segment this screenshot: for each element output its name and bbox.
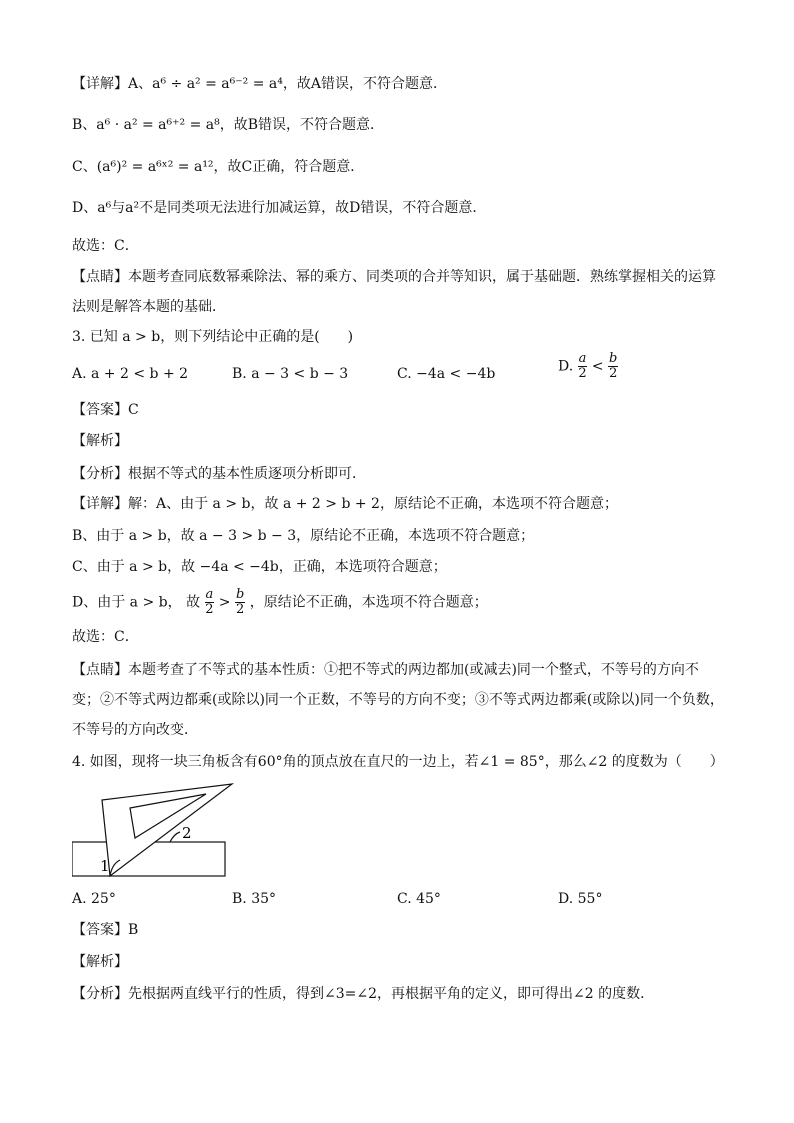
detail-b: B、a⁶ · a² = a⁶⁺² = a⁸，故B错误，不符合题意． [72, 117, 385, 133]
q3-option-d[interactable] [558, 352, 618, 381]
fraction-a-over-2: $\frac{a}{2}$ [205, 587, 214, 617]
q4-option-d[interactable]: D. 55° [558, 891, 603, 907]
q4-jiexi: 【解析】 [72, 954, 128, 970]
choose-c: 故选：C． [72, 238, 139, 254]
q3-detail-a: 【详解】解：A、由于 a > b，故 a + 2 > b + 2，原结论不正确，本选项不符合题意； [72, 496, 618, 512]
angle-1-label: 1 [100, 857, 110, 875]
q3-detail-b: B、由于 a > b，故 a − 3 > b − 3，原结论不正确，本选项不符合题意； [72, 528, 535, 544]
fraction-b-over-2: $\frac{b}{2}$ [609, 351, 618, 381]
question-3: 3. 已知 a > b，则下列结论中正确的是( ) [72, 329, 354, 345]
q3-detail-c: C、由于 a > b，故 −4a < −4b，正确，本选项符合题意； [72, 559, 447, 575]
q3-dianjing: 【点睛】本题考查了不等式的基本性质：①把不等式的两边都加(或减去)同一个整式，不等号的方向不变；②不等式两边都乘(或除以)同一个正数，不等号的方向不变；③不等式两边都乘(或除以)同一个负数，不等号的方向改变． [72, 662, 724, 738]
q4-fenxi: 【分析】先根据两直线平行的性质，得到∠3=∠2，再根据平角的定义，即可得出∠2 的度数． [72, 986, 655, 1002]
angle-2-arc [170, 832, 180, 842]
ruler-triangle-figure [72, 778, 242, 878]
q3-option-c[interactable]: C. −4a < −4b [397, 366, 496, 382]
angle-2-label: 2 [182, 824, 192, 842]
q4-option-c[interactable]: C. 45° [397, 891, 441, 907]
q3-option-a[interactable]: A. a + 2 < b + 2 [72, 366, 189, 382]
q3-detail-d: D、由于 a > b， 故 $\frac{a}{2}$ > $\frac{b}{2}$ ，原结论不正确，本选项不符合题意； [72, 587, 488, 617]
q3-option-b[interactable]: B. a − 3 < b − 3 [232, 366, 349, 382]
less-than-sign: < [591, 358, 604, 375]
question-4: 4. 如图，现将一块三角板含有60°角的顶点放在直尺的一边上，若∠1 = 85°，那么∠2 的度数为（ ） [72, 754, 724, 770]
q3-option-d-label: D. [558, 358, 574, 375]
q4-option-b[interactable]: B. 35° [232, 891, 277, 907]
q3-jiexi: 【解析】 [72, 433, 128, 449]
dianjing-1: 【点睛】本题考查同底数幂乘除法、幂的乘方、同类项的合并等知识，属于基础题．熟练掌握相关的运算法则是解答本题的基础． [72, 269, 716, 315]
q4-answer: 【答案】B [72, 922, 139, 938]
detail-a: 【详解】A、a⁶ ÷ a² = a⁶⁻² = a⁴，故A错误，不符合题意． [72, 76, 447, 92]
detail-d: D、a⁶与a²不是同类项无法进行加减运算，故D错误，不符合题意． [72, 200, 487, 216]
triangle-outer [102, 784, 232, 876]
fraction-b-over-2: $\frac{b}{2}$ [235, 587, 245, 617]
q4-option-a[interactable]: A. 25° [72, 891, 116, 907]
q3-answer: 【答案】C [72, 402, 139, 418]
detail-c: C、(a⁶)² = a⁶ˣ² = a¹²，故C正确，符合题意． [72, 159, 365, 175]
q3-choose: 故选：C． [72, 629, 139, 645]
fraction-a-over-2: $\frac{a}{2}$ [578, 351, 587, 381]
q3-fenxi: 【分析】根据不等式的基本性质逐项分析即可． [72, 466, 366, 482]
